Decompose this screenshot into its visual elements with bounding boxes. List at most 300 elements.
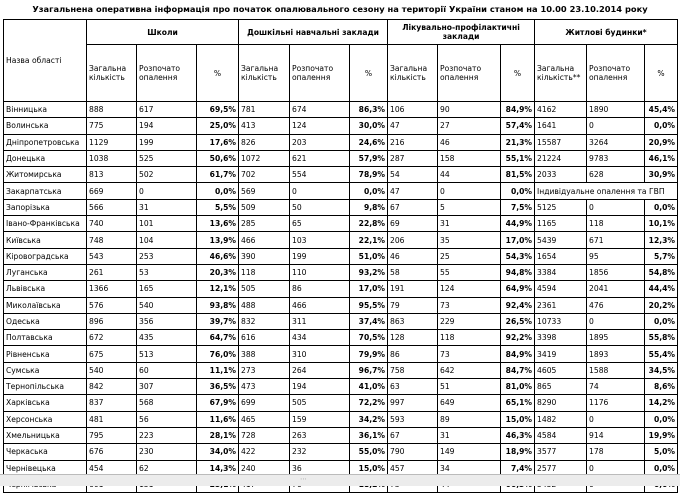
- data-cell: 3384: [535, 264, 587, 280]
- data-cell: 0,0%: [645, 411, 678, 427]
- data-cell: 46,1%: [645, 150, 678, 166]
- data-cell: 56: [137, 411, 197, 427]
- data-cell: 39,7%: [197, 313, 239, 329]
- region-name-cell: Одеська: [4, 313, 87, 329]
- data-cell: 13,9%: [197, 232, 239, 248]
- data-cell: 502: [137, 167, 197, 183]
- region-name-cell: Полтавська: [4, 330, 87, 346]
- data-cell: 505: [290, 395, 350, 411]
- data-cell: 34,0%: [197, 444, 239, 460]
- data-cell: 46: [438, 134, 501, 150]
- subheader-1: Розпочато опалення: [137, 45, 197, 102]
- data-cell: 593: [388, 411, 438, 427]
- data-cell: 41,0%: [350, 379, 388, 395]
- data-cell: 3398: [535, 330, 587, 346]
- data-cell: 79: [388, 297, 438, 313]
- data-cell: 285: [239, 216, 290, 232]
- table-row: [4, 313, 678, 329]
- data-cell: 30,9%: [645, 167, 678, 183]
- data-cell: 1890: [587, 102, 645, 118]
- data-cell: 390: [239, 248, 290, 264]
- data-cell: 128: [388, 330, 438, 346]
- subheader-3: Загальна кількість: [239, 45, 290, 102]
- data-cell: 261: [87, 264, 137, 280]
- data-cell: 44: [438, 167, 501, 183]
- data-cell: 86,3%: [350, 102, 388, 118]
- data-cell: 28,1%: [197, 427, 239, 443]
- table-row: [4, 118, 678, 134]
- data-cell: 273: [239, 362, 290, 378]
- data-cell: 1038: [87, 150, 137, 166]
- table-row: [4, 362, 678, 378]
- data-cell: 21,3%: [501, 134, 535, 150]
- data-cell: 51: [438, 379, 501, 395]
- data-cell: 11,6%: [197, 411, 239, 427]
- data-cell: 51,0%: [350, 248, 388, 264]
- data-cell: 1856: [587, 264, 645, 280]
- data-cell: 2361: [535, 297, 587, 313]
- data-cell: 36,5%: [197, 379, 239, 395]
- data-cell: 413: [239, 118, 290, 134]
- data-cell: 178: [587, 444, 645, 460]
- data-cell: 2041: [587, 281, 645, 297]
- data-cell: 12,1%: [197, 281, 239, 297]
- data-cell: 26,5%: [501, 313, 535, 329]
- data-cell: 669: [87, 183, 137, 199]
- data-cell: 45,4%: [645, 102, 678, 118]
- data-cell: 513: [137, 346, 197, 362]
- table-row: [4, 427, 678, 443]
- table-row: [4, 134, 678, 150]
- data-cell: 57,4%: [501, 118, 535, 134]
- data-cell: 232: [290, 444, 350, 460]
- data-cell: 103: [290, 232, 350, 248]
- window-bottom-bar: [0, 474, 680, 486]
- region-name-cell: Рівненська: [4, 346, 87, 362]
- data-cell: 34: [438, 460, 501, 476]
- data-cell: 896: [87, 313, 137, 329]
- data-cell: 813: [87, 167, 137, 183]
- data-cell: 89: [438, 411, 501, 427]
- data-cell: 540: [87, 362, 137, 378]
- data-cell: 55: [438, 264, 501, 280]
- data-cell: 781: [239, 102, 290, 118]
- subheader-10: Розпочато опалення: [587, 45, 645, 102]
- data-cell: 11,1%: [197, 362, 239, 378]
- data-cell: 86: [290, 281, 350, 297]
- data-cell: 46,3%: [501, 427, 535, 443]
- data-cell: 17,0%: [501, 232, 535, 248]
- data-cell: 795: [87, 427, 137, 443]
- data-cell: 287: [388, 150, 438, 166]
- data-cell: 0,0%: [350, 183, 388, 199]
- report-title: Узагальнена оперативна інформація про початок опалювального сезону на території України станом на 10.00 23.10.2014 року: [32, 4, 648, 14]
- table-row: [4, 411, 678, 427]
- data-cell: 81,0%: [501, 379, 535, 395]
- data-cell: 0,0%: [645, 199, 678, 215]
- data-cell: 310: [290, 346, 350, 362]
- data-cell: 617: [137, 102, 197, 118]
- data-cell: 165: [137, 281, 197, 297]
- data-cell: 566: [87, 199, 137, 215]
- subheader-5: %: [350, 45, 388, 102]
- data-cell: 740: [87, 216, 137, 232]
- region-name-cell: Чернівецька: [4, 460, 87, 476]
- data-cell: 34,5%: [645, 362, 678, 378]
- data-cell: 159: [290, 411, 350, 427]
- data-cell: 466: [239, 232, 290, 248]
- data-cell: 5439: [535, 232, 587, 248]
- data-cell: 54: [388, 167, 438, 183]
- data-cell: 0: [438, 183, 501, 199]
- table-row: [4, 102, 678, 118]
- data-cell: 96,7%: [350, 362, 388, 378]
- heating-status-table: [3, 19, 678, 493]
- group-header-preschools: Дошкільні навчальні заклади: [239, 20, 388, 45]
- data-cell: 576: [87, 297, 137, 313]
- data-cell: 50: [290, 199, 350, 215]
- data-cell: 465: [239, 411, 290, 427]
- data-cell: 9,8%: [350, 199, 388, 215]
- data-cell: 20,9%: [645, 134, 678, 150]
- data-cell: 488: [239, 297, 290, 313]
- data-cell: 307: [137, 379, 197, 395]
- data-cell: 158: [438, 150, 501, 166]
- data-cell: 20,2%: [645, 297, 678, 313]
- region-name-cell: Житомирська: [4, 167, 87, 183]
- data-cell: 24,6%: [350, 134, 388, 150]
- data-cell: 22,1%: [350, 232, 388, 248]
- data-cell: 31: [137, 199, 197, 215]
- region-name-cell: Сумська: [4, 362, 87, 378]
- data-cell: 67: [388, 199, 438, 215]
- data-cell: 118: [438, 330, 501, 346]
- resize-grip-icon: ⋯: [300, 475, 307, 483]
- data-cell: 674: [290, 102, 350, 118]
- data-cell: 15,0%: [350, 460, 388, 476]
- table-row: [4, 330, 678, 346]
- table-row: [4, 379, 678, 395]
- data-cell: 78,9%: [350, 167, 388, 183]
- data-cell: 62: [137, 460, 197, 476]
- data-cell: 1641: [535, 118, 587, 134]
- data-cell: 46,6%: [197, 248, 239, 264]
- data-cell: 1482: [535, 411, 587, 427]
- data-cell: 47: [388, 183, 438, 199]
- data-cell: 57,9%: [350, 150, 388, 166]
- data-cell: 124: [290, 118, 350, 134]
- data-cell: 1895: [587, 330, 645, 346]
- data-cell: 699: [239, 395, 290, 411]
- region-name-cell: Луганська: [4, 264, 87, 280]
- data-cell: 826: [239, 134, 290, 150]
- subheader-7: Розпочато опалення: [438, 45, 501, 102]
- data-cell: 53: [137, 264, 197, 280]
- table-row: [4, 232, 678, 248]
- data-cell: 64,7%: [197, 330, 239, 346]
- data-cell: 505: [239, 281, 290, 297]
- data-cell: 14,2%: [645, 395, 678, 411]
- subheader-6: Загальна кількість: [388, 45, 438, 102]
- data-cell: 675: [87, 346, 137, 362]
- data-cell: 79,9%: [350, 346, 388, 362]
- data-cell: 95,5%: [350, 297, 388, 313]
- data-cell: 509: [239, 199, 290, 215]
- data-cell: 676: [87, 444, 137, 460]
- data-cell: 832: [239, 313, 290, 329]
- data-cell: 1893: [587, 346, 645, 362]
- data-cell: 7,5%: [501, 199, 535, 215]
- data-cell: 0: [587, 118, 645, 134]
- data-cell: 47: [388, 118, 438, 134]
- data-cell: 76,0%: [197, 346, 239, 362]
- data-cell: 0: [290, 183, 350, 199]
- data-cell: 31: [438, 216, 501, 232]
- data-cell: 124: [438, 281, 501, 297]
- data-cell: 0,0%: [645, 313, 678, 329]
- data-cell: 101: [137, 216, 197, 232]
- data-cell: 0: [587, 460, 645, 476]
- data-cell: 4162: [535, 102, 587, 118]
- region-name-cell: Запорізька: [4, 199, 87, 215]
- data-cell: 25: [438, 248, 501, 264]
- data-cell: 790: [388, 444, 438, 460]
- region-name-cell: Волинська: [4, 118, 87, 134]
- data-cell: 229: [438, 313, 501, 329]
- data-cell: 67,9%: [197, 395, 239, 411]
- data-cell: 216: [388, 134, 438, 150]
- data-cell: 194: [137, 118, 197, 134]
- data-cell: 775: [87, 118, 137, 134]
- data-cell: 55,1%: [501, 150, 535, 166]
- data-cell: 0,0%: [645, 460, 678, 476]
- data-cell: 1072: [239, 150, 290, 166]
- data-cell: 10733: [535, 313, 587, 329]
- data-cell: 728: [239, 427, 290, 443]
- data-cell: 92,2%: [501, 330, 535, 346]
- data-cell: 46: [388, 248, 438, 264]
- region-column-header: Назва області: [4, 20, 87, 102]
- subheader-9: Загальна кількість**: [535, 45, 587, 102]
- data-cell: 12,3%: [645, 232, 678, 248]
- data-cell: 7,4%: [501, 460, 535, 476]
- data-cell: 69: [388, 216, 438, 232]
- subheader-4: Розпочато опалення: [290, 45, 350, 102]
- data-cell: 621: [290, 150, 350, 166]
- data-cell: 118: [239, 264, 290, 280]
- data-cell: 65,1%: [501, 395, 535, 411]
- region-name-cell: Харківська: [4, 395, 87, 411]
- region-name-cell: Закарпатська: [4, 183, 87, 199]
- data-cell: 240: [239, 460, 290, 476]
- data-cell: 5: [438, 199, 501, 215]
- data-cell: 1129: [87, 134, 137, 150]
- table-row: [4, 167, 678, 183]
- data-cell: 388: [239, 346, 290, 362]
- data-cell: 93,8%: [197, 297, 239, 313]
- data-cell: 3264: [587, 134, 645, 150]
- data-cell: 997: [388, 395, 438, 411]
- data-cell: 36,1%: [350, 427, 388, 443]
- table-row: [4, 199, 678, 215]
- data-cell: 60: [137, 362, 197, 378]
- region-name-cell: Івано-Франківська: [4, 216, 87, 232]
- region-name-cell: Черкаська: [4, 444, 87, 460]
- region-name-cell: Донецька: [4, 150, 87, 166]
- table-row: [4, 281, 678, 297]
- data-cell: 1588: [587, 362, 645, 378]
- table-row: [4, 264, 678, 280]
- data-cell: 422: [239, 444, 290, 460]
- data-cell: 914: [587, 427, 645, 443]
- data-cell: 54,8%: [645, 264, 678, 280]
- data-cell: 758: [388, 362, 438, 378]
- data-cell: 263: [290, 427, 350, 443]
- housing-note-cell: Індивідуальне опалення та ГВП: [535, 183, 678, 199]
- data-cell: 525: [137, 150, 197, 166]
- table-row: [4, 150, 678, 166]
- data-cell: 206: [388, 232, 438, 248]
- data-cell: 14,3%: [197, 460, 239, 476]
- data-cell: 4584: [535, 427, 587, 443]
- data-cell: 4594: [535, 281, 587, 297]
- data-cell: 199: [290, 248, 350, 264]
- data-cell: 0: [587, 313, 645, 329]
- data-cell: 73: [438, 297, 501, 313]
- data-cell: 253: [137, 248, 197, 264]
- data-cell: 264: [290, 362, 350, 378]
- data-cell: 15,0%: [501, 411, 535, 427]
- data-cell: 110: [290, 264, 350, 280]
- data-cell: 842: [87, 379, 137, 395]
- data-cell: 44,9%: [501, 216, 535, 232]
- table-row: [4, 183, 678, 199]
- data-cell: 888: [87, 102, 137, 118]
- data-cell: 21224: [535, 150, 587, 166]
- subheader-2: %: [197, 45, 239, 102]
- data-cell: 67: [388, 427, 438, 443]
- table-row: [4, 395, 678, 411]
- data-cell: 1176: [587, 395, 645, 411]
- subheader-0: Загальна кількість: [87, 45, 137, 102]
- data-cell: 84,7%: [501, 362, 535, 378]
- data-cell: 35: [438, 232, 501, 248]
- data-cell: 8,6%: [645, 379, 678, 395]
- data-cell: 865: [535, 379, 587, 395]
- data-cell: 454: [87, 460, 137, 476]
- data-cell: 69,5%: [197, 102, 239, 118]
- data-cell: 0,0%: [501, 183, 535, 199]
- data-cell: 94,8%: [501, 264, 535, 280]
- data-cell: 0,0%: [645, 118, 678, 134]
- region-name-cell: Тернопільська: [4, 379, 87, 395]
- region-name-cell: Дніпропетровська: [4, 134, 87, 150]
- data-cell: 568: [137, 395, 197, 411]
- data-cell: 86: [388, 346, 438, 362]
- data-cell: 25,0%: [197, 118, 239, 134]
- region-name-cell: Кіровоградська: [4, 248, 87, 264]
- data-cell: 863: [388, 313, 438, 329]
- data-cell: 434: [290, 330, 350, 346]
- data-cell: 1366: [87, 281, 137, 297]
- data-cell: 106: [388, 102, 438, 118]
- data-cell: 5,7%: [645, 248, 678, 264]
- data-cell: 64,9%: [501, 281, 535, 297]
- data-cell: 72,2%: [350, 395, 388, 411]
- data-cell: 118: [587, 216, 645, 232]
- data-cell: 55,8%: [645, 330, 678, 346]
- table-row: [4, 346, 678, 362]
- data-cell: 3577: [535, 444, 587, 460]
- data-cell: 1654: [535, 248, 587, 264]
- data-cell: 5,5%: [197, 199, 239, 215]
- data-cell: 642: [438, 362, 501, 378]
- data-cell: 36: [290, 460, 350, 476]
- data-cell: 37,4%: [350, 313, 388, 329]
- data-cell: 17,6%: [197, 134, 239, 150]
- data-cell: 569: [239, 183, 290, 199]
- data-cell: 311: [290, 313, 350, 329]
- data-cell: 0,0%: [197, 183, 239, 199]
- table-row: [4, 248, 678, 264]
- data-cell: 20,3%: [197, 264, 239, 280]
- group-header-schools: Школи: [87, 20, 239, 45]
- data-cell: 4605: [535, 362, 587, 378]
- table-row: [4, 444, 678, 460]
- data-cell: 30,0%: [350, 118, 388, 134]
- data-cell: 230: [137, 444, 197, 460]
- data-cell: 15587: [535, 134, 587, 150]
- data-cell: 18,9%: [501, 444, 535, 460]
- data-cell: 5,0%: [645, 444, 678, 460]
- data-cell: 70,5%: [350, 330, 388, 346]
- data-cell: 50,6%: [197, 150, 239, 166]
- data-cell: 55,4%: [645, 346, 678, 362]
- data-cell: 649: [438, 395, 501, 411]
- data-cell: 92,4%: [501, 297, 535, 313]
- subheader-11: %: [645, 45, 678, 102]
- data-cell: 55,0%: [350, 444, 388, 460]
- data-cell: 74: [587, 379, 645, 395]
- data-cell: 5125: [535, 199, 587, 215]
- data-cell: 356: [137, 313, 197, 329]
- data-cell: 34,2%: [350, 411, 388, 427]
- data-cell: 8290: [535, 395, 587, 411]
- data-cell: 748: [87, 232, 137, 248]
- data-cell: 1165: [535, 216, 587, 232]
- data-cell: 616: [239, 330, 290, 346]
- data-cell: 63: [388, 379, 438, 395]
- subheader-8: %: [501, 45, 535, 102]
- region-name-cell: Вінницька: [4, 102, 87, 118]
- data-cell: 473: [239, 379, 290, 395]
- data-cell: 2577: [535, 460, 587, 476]
- data-cell: 19,9%: [645, 427, 678, 443]
- data-cell: 837: [87, 395, 137, 411]
- data-cell: 435: [137, 330, 197, 346]
- group-header-medical: Лікувально-профілактичні заклади: [388, 20, 535, 45]
- region-name-cell: Миколаївська: [4, 297, 87, 313]
- data-cell: 22,8%: [350, 216, 388, 232]
- data-cell: 0: [587, 411, 645, 427]
- data-cell: 84,9%: [501, 102, 535, 118]
- data-cell: 0: [587, 199, 645, 215]
- data-cell: 65: [290, 216, 350, 232]
- data-cell: 540: [137, 297, 197, 313]
- table-row: [4, 216, 678, 232]
- data-cell: 194: [290, 379, 350, 395]
- data-cell: 0: [137, 183, 197, 199]
